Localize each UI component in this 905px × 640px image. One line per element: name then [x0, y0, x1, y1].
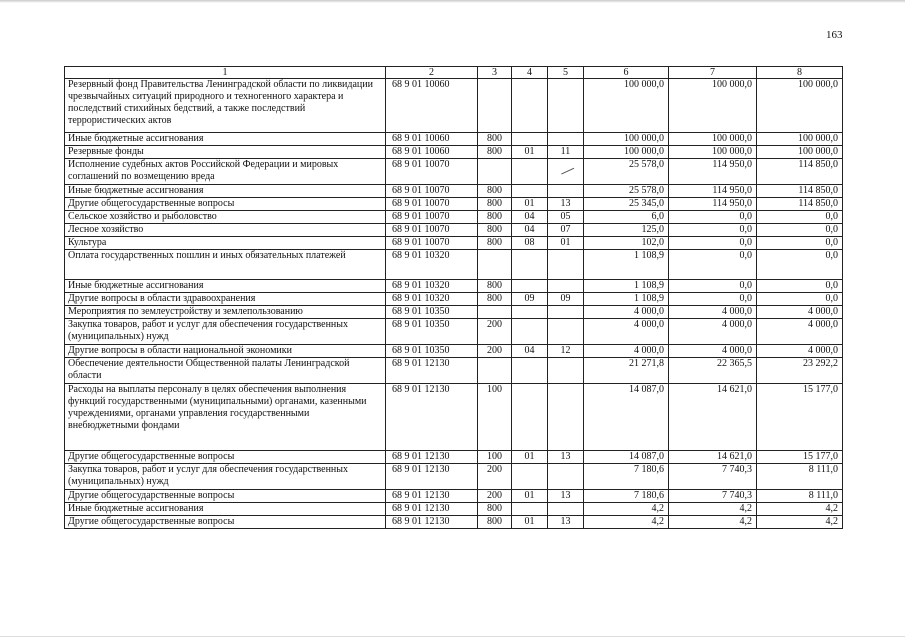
row-amount-year3: 114 850,0 [757, 198, 843, 211]
header-cell: 3 [478, 67, 512, 79]
budget-table [64, 66, 843, 529]
row-name: Закупка товаров, работ и услуг для обеспечения государственных (муниципальных) нужд [65, 319, 386, 345]
row-amount-year3: 0,0 [757, 280, 843, 293]
row-section [512, 384, 548, 451]
page-number: 163 [826, 29, 843, 41]
table-row [65, 79, 843, 133]
row-amount-year1: 25 345,0 [584, 198, 669, 211]
row-amount-year2: 4 000,0 [669, 319, 757, 345]
row-amount-year1: 7 180,6 [584, 490, 669, 503]
table-row [65, 293, 843, 306]
row-subsection: 11 [548, 146, 584, 159]
row-section: 01 [512, 490, 548, 503]
row-code: 68 9 01 12130 [386, 503, 478, 516]
row-name: Расходы на выплаты персоналу в целях обеспечения выполнения функций государственными (муниципальными) органами, казенными учреждениями, органами управления государственными внебюджетными фондами [65, 384, 386, 451]
row-expense-type [478, 358, 512, 384]
row-expense-type: 800 [478, 503, 512, 516]
row-amount-year1: 14 087,0 [584, 451, 669, 464]
row-amount-year3: 0,0 [757, 224, 843, 237]
row-amount-year2: 100 000,0 [669, 146, 757, 159]
row-subsection [548, 319, 584, 345]
row-expense-type: 800 [478, 293, 512, 306]
row-subsection: 13 [548, 198, 584, 211]
row-code: 68 9 01 10060 [386, 133, 478, 146]
row-amount-year2: 0,0 [669, 293, 757, 306]
table-row [65, 503, 843, 516]
row-expense-type [478, 306, 512, 319]
row-code: 68 9 01 10070 [386, 224, 478, 237]
row-name: Обеспечение деятельности Общественной палаты Ленинградской области [65, 358, 386, 384]
row-amount-year1: 100 000,0 [584, 79, 669, 133]
row-code: 68 9 01 12130 [386, 516, 478, 529]
row-section [512, 503, 548, 516]
row-amount-year1: 1 108,9 [584, 293, 669, 306]
table-row [65, 451, 843, 464]
row-amount-year2: 0,0 [669, 224, 757, 237]
row-name: Резервные фонды [65, 146, 386, 159]
row-expense-type: 200 [478, 319, 512, 345]
row-amount-year2: 114 950,0 [669, 198, 757, 211]
row-expense-type: 100 [478, 384, 512, 451]
row-code: 68 9 01 10320 [386, 280, 478, 293]
row-amount-year1: 25 578,0 [584, 159, 669, 185]
row-amount-year2: 114 950,0 [669, 185, 757, 198]
row-section [512, 464, 548, 490]
row-section [512, 185, 548, 198]
row-amount-year3: 0,0 [757, 237, 843, 250]
row-amount-year1: 4 000,0 [584, 319, 669, 345]
row-amount-year3: 8 111,0 [757, 490, 843, 503]
table-row [65, 146, 843, 159]
row-amount-year3: 8 111,0 [757, 464, 843, 490]
row-expense-type [478, 250, 512, 280]
header-cell: 4 [512, 67, 548, 79]
row-amount-year1: 4 000,0 [584, 306, 669, 319]
table-row [65, 224, 843, 237]
row-amount-year3: 4,2 [757, 503, 843, 516]
row-code: 68 9 01 12130 [386, 384, 478, 451]
row-subsection: 07 [548, 224, 584, 237]
row-expense-type: 800 [478, 185, 512, 198]
row-section [512, 250, 548, 280]
row-subsection: 01 [548, 237, 584, 250]
row-expense-type: 800 [478, 211, 512, 224]
row-code: 68 9 01 10070 [386, 159, 478, 185]
row-amount-year1: 4,2 [584, 516, 669, 529]
row-name: Другие вопросы в области здравоохранения [65, 293, 386, 306]
row-amount-year2: 4 000,0 [669, 306, 757, 319]
table-row [65, 211, 843, 224]
row-section [512, 306, 548, 319]
header-cell: 2 [386, 67, 478, 79]
row-name: Другие общегосударственные вопросы [65, 451, 386, 464]
row-code: 68 9 01 10350 [386, 345, 478, 358]
row-subsection: 12 [548, 345, 584, 358]
row-name: Иные бюджетные ассигнования [65, 185, 386, 198]
row-amount-year1: 6,0 [584, 211, 669, 224]
header-cell: 5 [548, 67, 584, 79]
row-expense-type: 800 [478, 516, 512, 529]
row-name: Иные бюджетные ассигнования [65, 503, 386, 516]
row-code: 68 9 01 12130 [386, 358, 478, 384]
row-subsection: 13 [548, 516, 584, 529]
row-section: 01 [512, 451, 548, 464]
row-amount-year2: 100 000,0 [669, 79, 757, 133]
row-amount-year3: 100 000,0 [757, 133, 843, 146]
table-row [65, 306, 843, 319]
row-expense-type: 800 [478, 133, 512, 146]
row-section [512, 79, 548, 133]
row-name: Другие общегосударственные вопросы [65, 516, 386, 529]
row-amount-year3: 0,0 [757, 293, 843, 306]
row-code: 68 9 01 12130 [386, 490, 478, 503]
row-code: 68 9 01 10350 [386, 319, 478, 345]
table-row [65, 358, 843, 384]
table-row [65, 159, 843, 185]
header-cell: 7 [669, 67, 757, 79]
row-amount-year2: 0,0 [669, 211, 757, 224]
row-amount-year2: 0,0 [669, 250, 757, 280]
row-section [512, 319, 548, 345]
row-subsection [548, 280, 584, 293]
row-amount-year3: 100 000,0 [757, 146, 843, 159]
row-code: 68 9 01 10060 [386, 79, 478, 133]
table-row [65, 516, 843, 529]
row-name: Лесное хозяйство [65, 224, 386, 237]
row-section: 04 [512, 224, 548, 237]
row-amount-year2: 4 000,0 [669, 345, 757, 358]
row-amount-year1: 21 271,8 [584, 358, 669, 384]
table-row [65, 185, 843, 198]
row-expense-type [478, 159, 512, 185]
row-amount-year3: 4,2 [757, 516, 843, 529]
row-code: 68 9 01 12130 [386, 464, 478, 490]
row-amount-year2: 7 740,3 [669, 464, 757, 490]
row-amount-year1: 7 180,6 [584, 464, 669, 490]
row-section: 04 [512, 345, 548, 358]
row-code: 68 9 01 10070 [386, 211, 478, 224]
row-amount-year3: 114 850,0 [757, 185, 843, 198]
row-code: 68 9 01 10070 [386, 198, 478, 211]
row-amount-year2: 114 950,0 [669, 159, 757, 185]
table-row [65, 319, 843, 345]
row-subsection [548, 306, 584, 319]
row-amount-year3: 15 177,0 [757, 384, 843, 451]
row-expense-type [478, 79, 512, 133]
row-section: 01 [512, 516, 548, 529]
row-expense-type: 800 [478, 146, 512, 159]
scan-edge-bottom [0, 636, 905, 637]
row-section [512, 159, 548, 185]
row-subsection [548, 464, 584, 490]
row-amount-year3: 0,0 [757, 211, 843, 224]
table-row [65, 345, 843, 358]
row-name: Иные бюджетные ассигнования [65, 280, 386, 293]
row-amount-year1: 1 108,9 [584, 250, 669, 280]
row-amount-year2: 14 621,0 [669, 451, 757, 464]
row-expense-type: 800 [478, 237, 512, 250]
table-row [65, 133, 843, 146]
row-amount-year2: 0,0 [669, 280, 757, 293]
row-amount-year1: 4,2 [584, 503, 669, 516]
row-code: 68 9 01 10320 [386, 250, 478, 280]
row-subsection [548, 384, 584, 451]
row-amount-year1: 4 000,0 [584, 345, 669, 358]
row-expense-type: 800 [478, 224, 512, 237]
row-amount-year3: 4 000,0 [757, 345, 843, 358]
row-amount-year2: 4,2 [669, 516, 757, 529]
header-row [65, 67, 843, 79]
row-code: 68 9 01 12130 [386, 451, 478, 464]
row-name: Сельское хозяйство и рыболовство [65, 211, 386, 224]
pen-mark [557, 160, 573, 174]
row-subsection [548, 133, 584, 146]
row-code: 68 9 01 10070 [386, 237, 478, 250]
header-cell: 6 [584, 67, 669, 79]
row-expense-type: 200 [478, 345, 512, 358]
row-name: Иные бюджетные ассигнования [65, 133, 386, 146]
row-expense-type: 800 [478, 280, 512, 293]
row-name: Мероприятия по землеустройству и землепользованию [65, 306, 386, 319]
table-row [65, 490, 843, 503]
row-amount-year2: 22 365,5 [669, 358, 757, 384]
row-amount-year3: 114 850,0 [757, 159, 843, 185]
header-cell: 1 [65, 67, 386, 79]
row-amount-year3: 4 000,0 [757, 319, 843, 345]
row-name: Культура [65, 237, 386, 250]
header-cell: 8 [757, 67, 843, 79]
row-code: 68 9 01 10320 [386, 293, 478, 306]
table-row [65, 464, 843, 490]
row-code: 68 9 01 10060 [386, 146, 478, 159]
row-amount-year3: 4 000,0 [757, 306, 843, 319]
row-amount-year3: 0,0 [757, 250, 843, 280]
row-subsection [548, 79, 584, 133]
row-amount-year1: 102,0 [584, 237, 669, 250]
row-subsection [548, 358, 584, 384]
row-amount-year2: 100 000,0 [669, 133, 757, 146]
row-section [512, 133, 548, 146]
row-code: 68 9 01 10350 [386, 306, 478, 319]
row-amount-year2: 14 621,0 [669, 384, 757, 451]
row-name: Резервный фонд Правительства Ленинградской области по ликвидации чрезвычайных ситуаций природного и техногенного характера и последствий стихийных бедствий, а также последствий террористических актов [65, 79, 386, 133]
row-subsection [548, 159, 584, 185]
table-row [65, 280, 843, 293]
row-expense-type: 200 [478, 464, 512, 490]
row-amount-year1: 125,0 [584, 224, 669, 237]
table-row [65, 250, 843, 280]
row-subsection [548, 503, 584, 516]
row-amount-year1: 1 108,9 [584, 280, 669, 293]
row-name: Другие общегосударственные вопросы [65, 198, 386, 211]
row-section: 01 [512, 198, 548, 211]
row-amount-year3: 100 000,0 [757, 79, 843, 133]
row-amount-year1: 14 087,0 [584, 384, 669, 451]
row-name: Другие общегосударственные вопросы [65, 490, 386, 503]
row-expense-type: 200 [478, 490, 512, 503]
scan-edge [0, 0, 905, 3]
row-expense-type: 800 [478, 198, 512, 211]
row-amount-year1: 100 000,0 [584, 146, 669, 159]
row-subsection [548, 185, 584, 198]
row-subsection: 05 [548, 211, 584, 224]
table-row [65, 384, 843, 451]
row-amount-year3: 15 177,0 [757, 451, 843, 464]
row-subsection: 09 [548, 293, 584, 306]
row-section: 01 [512, 146, 548, 159]
row-name: Оплата государственных пошлин и иных обязательных платежей [65, 250, 386, 280]
row-section: 08 [512, 237, 548, 250]
table-row [65, 198, 843, 211]
row-section [512, 358, 548, 384]
table-row [65, 237, 843, 250]
row-expense-type: 100 [478, 451, 512, 464]
row-section: 04 [512, 211, 548, 224]
row-amount-year3: 23 292,2 [757, 358, 843, 384]
row-name: Закупка товаров, работ и услуг для обеспечения государственных (муниципальных) нужд [65, 464, 386, 490]
row-amount-year1: 25 578,0 [584, 185, 669, 198]
row-section [512, 280, 548, 293]
row-code: 68 9 01 10070 [386, 185, 478, 198]
row-section: 09 [512, 293, 548, 306]
row-amount-year2: 4,2 [669, 503, 757, 516]
row-amount-year2: 0,0 [669, 237, 757, 250]
row-subsection: 13 [548, 490, 584, 503]
row-subsection [548, 250, 584, 280]
row-amount-year2: 7 740,3 [669, 490, 757, 503]
row-name: Другие вопросы в области национальной экономики [65, 345, 386, 358]
row-name: Исполнение судебных актов Российской Федерации и мировых соглашений по возмещению вреда [65, 159, 386, 185]
row-amount-year1: 100 000,0 [584, 133, 669, 146]
row-subsection: 13 [548, 451, 584, 464]
